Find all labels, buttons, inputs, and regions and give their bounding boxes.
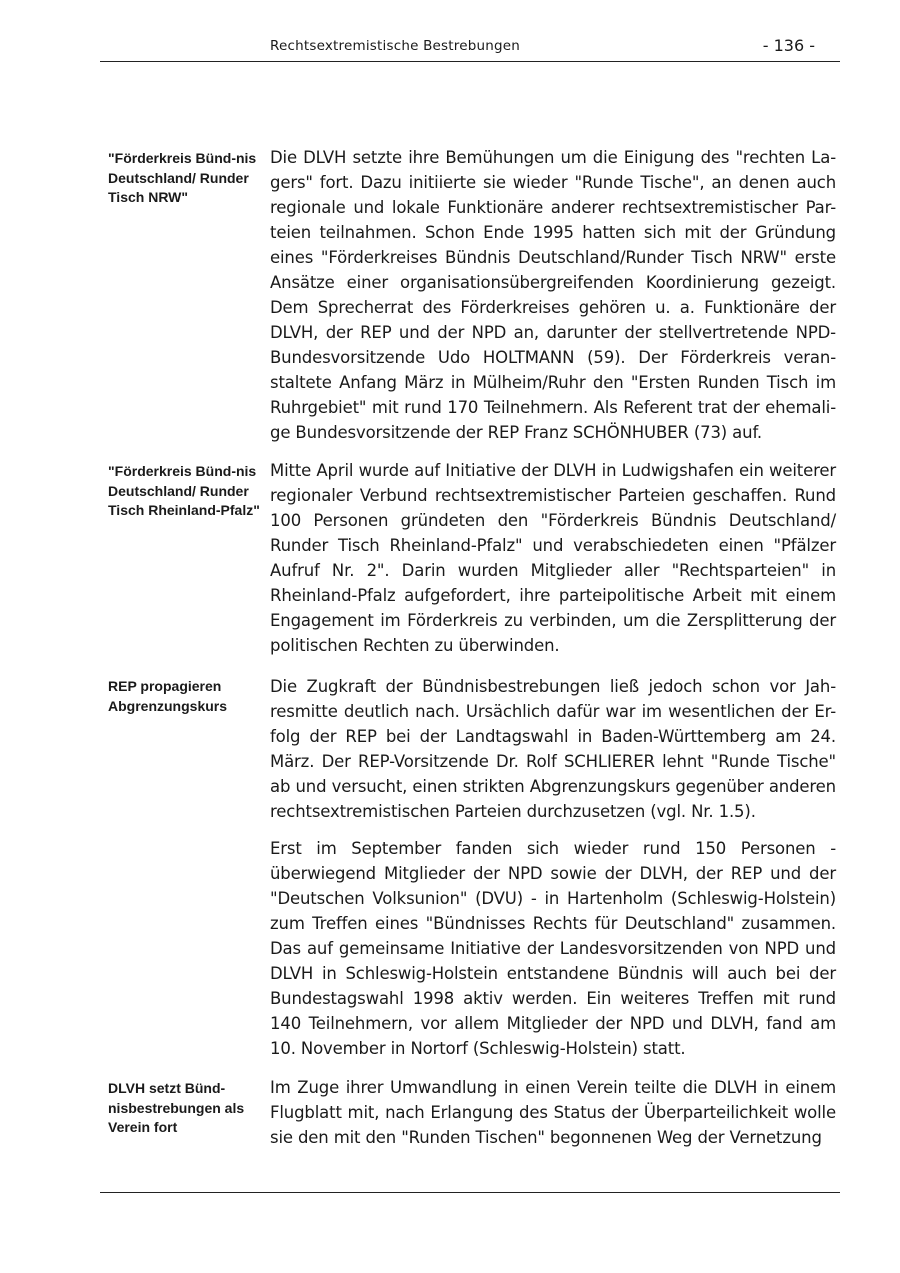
running-title: Rechtsextremistische Bestrebungen	[270, 38, 521, 54]
page-number: - 136 -	[762, 36, 815, 55]
paragraph-hartenholm: Erst im September fanden sich wieder rund 150 Personen - überwiegend Mitglieder der NPD sowie der DLVH, der REP und der "Deutschen Volksunion" (DVU) - in Hartenholm (Schleswig-Holstein) zum Treffen eines "Bündnisses Rechts für Deutschland" zusammen. Das auf gemeinsame Initiative der Landesvorsitzenden von NPD und DLVH in Schleswig-Holstein entstandene Bündnis will auch bei der Bundestagswahl 1998 aktiv werden. Ein weiteres Treffen mit rund 140 Teilnehmern, vor allem Mitglieder der NPD und DLVH, fand am 10. November in Nortorf (Schleswig-Holstein) statt.	[270, 839, 836, 1058]
margin-note-foerderkreis-nrw: "Förderkreis Bünd-nis Deutschland/ Runder Tisch NRW"	[108, 150, 257, 205]
page-header	[100, 36, 840, 62]
margin-note-dlvh-verein: DLVH setzt Bünd-nisbestrebungen als Verein fort	[108, 1080, 245, 1135]
paragraph-zugkraft: Die Zugkraft der Bündnisbestrebungen ließ jedoch schon vor Jah-resmitte deutlich nach. Ursächlich dafür war im wesentlichen der Er-folg der REP bei der Landtagswahl in Baden-Württemberg am 24. März. Der REP-Vorsitzende Dr. Rolf SCHLIERER lehnt "Runde Tische" ab und versucht, einen strikten Abgrenzungskurs gegenüber anderen rechtsextremistischen Parteien durchzusetzen (vgl. Nr. 1.5).	[270, 677, 836, 821]
margin-note-rep-abgrenzung: REP propagieren Abgrenzungskurs	[108, 678, 228, 714]
margin-note-foerderkreis-rlp: "Förderkreis Bünd-nis Deutschland/ Runder Tisch Rheinland-Pfalz"	[108, 463, 260, 518]
footer-rule	[100, 1192, 840, 1193]
paragraph-ludwigshafen: Mitte April wurde auf Initiative der DLVH in Ludwigshafen ein weiterer regionaler Verbund rechtsextremistischer Parteien geschaffen. Rund 100 Personen gründeten den "Förderkreis Bündnis Deutschland/ Runder Tisch Rheinland-Pfalz" und verabschiedeten einen "Pfälzer Aufruf Nr. 2". Darin wurden Mitglieder aller "Rechtsparteien" in Rheinland-Pfalz aufgefordert, ihre parteipolitische Arbeit mit einem Engagement im Förderkreis zu verbinden, um die Zersplitterung der politischen Rechten zu überwinden.	[270, 461, 836, 655]
paragraph-dlvh-runde-tische: Die DLVH setzte ihre Bemühungen um die Einigung des "rechten La-gers" fort. Dazu initiierte sie wieder "Runde Tische", an denen auch regionale und lokale Funktionäre anderer rechtsextremistischer Par-teien teilnahmen. Schon Ende 1995 hatten sich mit der Gründung eines "Förderkreises Bündnis Deutschland/Runder Tisch NRW" erste Ansätze einer organisationsübergreifenden Koordinierung gezeigt. Dem Sprecherrat des Förderkreises gehören u. a. Funktionäre der DLVH, der REP und der NPD an, darunter der stellvertretende NPD-Bundesvorsitzende Udo HOLTMANN (59). Der Förderkreis veran-staltete Anfang März in Mülheim/Ruhr den "Ersten Runden Tisch im Ruhrgebiet" mit rund 170 Teilnehmern. Als Referent trat der ehemali-ge Bundesvorsitzende der REP Franz SCHÖNHUBER (73) auf.	[270, 148, 836, 442]
paragraph-dlvh-verein: Im Zuge ihrer Umwandlung in einen Verein teilte die DLVH in einem Flugblatt mit, nach Erlangung des Status der Überparteilichkeit wolle sie den mit den "Runden Tischen" begonnenen Weg der Vernetzung	[270, 1078, 836, 1147]
